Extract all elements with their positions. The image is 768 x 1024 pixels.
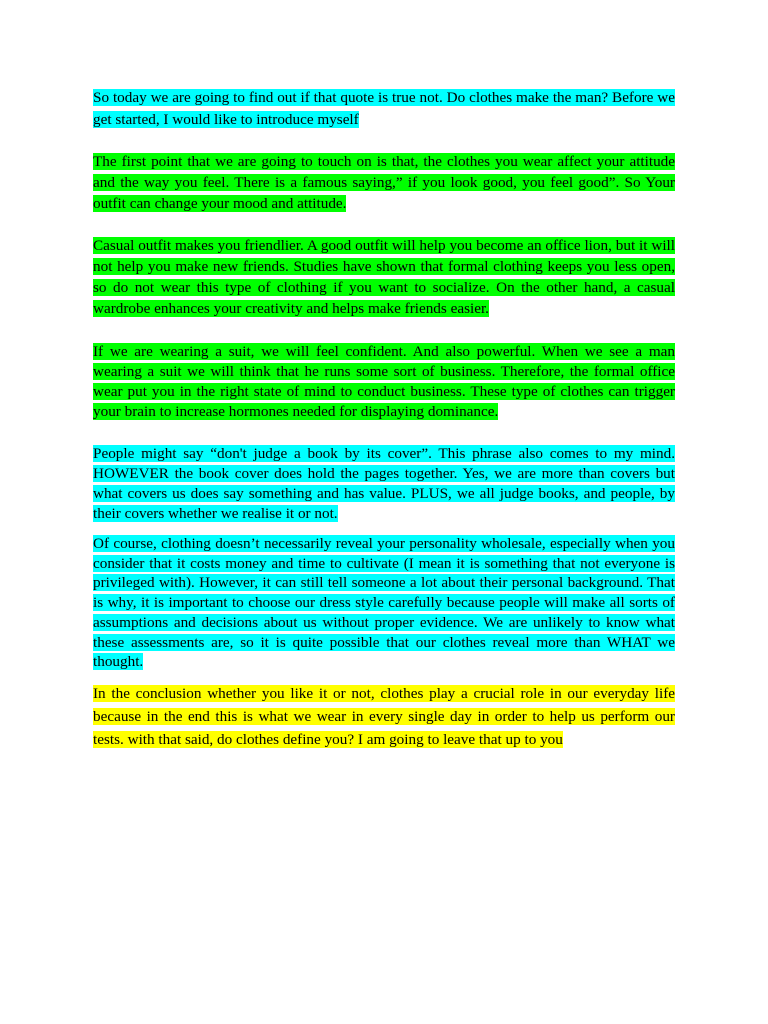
paragraph-attitude bbox=[93, 151, 675, 214]
paragraph-conclusion bbox=[93, 682, 675, 751]
paragraph-suit bbox=[93, 342, 675, 422]
document-page bbox=[93, 87, 675, 751]
paragraph-book-cover bbox=[93, 444, 675, 524]
paragraph-casual-outfit bbox=[93, 235, 675, 319]
paragraph-personality bbox=[93, 534, 675, 672]
paragraph-casual-outfit-text: Casual outfit makes you friendlier. A good outfit will help you become an office lion, but it will not help you make new friends. Studies have shown that formal clothing keeps you less open, so do not wear this type of clothing if you want to socialize. On the other hand, a casual wardrobe enhances your creativity and helps make friends easier. bbox=[93, 237, 675, 317]
paragraph-book-cover-text: People might say “don't judge a book by its cover”. This phrase also comes to my mind. HOWEVER the book cover does hold the pages together. Yes, we are more than covers but what covers us does say something and has value. PLUS, we all judge books, and people, by their covers whether we realise it or not. bbox=[93, 445, 675, 522]
paragraph-intro bbox=[93, 87, 675, 131]
paragraph-intro-text: So today we are going to find out if that quote is true not. Do clothes make the man? Before we get started, I would like to introduce myself bbox=[93, 89, 675, 128]
paragraph-suit-text: If we are wearing a suit, we will feel confident. And also powerful. When we see a man wearing a suit we will think that he runs some sort of business. Therefore, the formal office wear put you in the right state of mind to conduct business. These type of clothes can trigger your brain to increase hormones needed for displaying dominance. bbox=[93, 343, 675, 420]
paragraph-attitude-text: The first point that we are going to touch on is that, the clothes you wear affect your attitude and the way you feel. There is a famous saying,” if you look good, you feel good”. So Your outfit can change your mood and attitude. bbox=[93, 153, 675, 212]
paragraph-personality-text: Of course, clothing doesn’t necessarily reveal your personality wholesale, especially when you consider that it costs money and time to cultivate (I mean it is something that not everyone is privileged with). However, it can still tell someone a lot about their personal background. That is why, it is important to choose our dress style carefully because people will make all sorts of assumptions and decisions about us without proper evidence. We are unlikely to know what these assessments are, so it is quite possible that our clothes reveal more than WHAT we thought. bbox=[93, 535, 675, 671]
paragraph-conclusion-text: In the conclusion whether you like it or not, clothes play a crucial role in our everyday life because in the end this is what we wear in every single day in order to help us perform our tests. with that said, do clothes define you? I am going to leave that up to you bbox=[93, 684, 675, 748]
